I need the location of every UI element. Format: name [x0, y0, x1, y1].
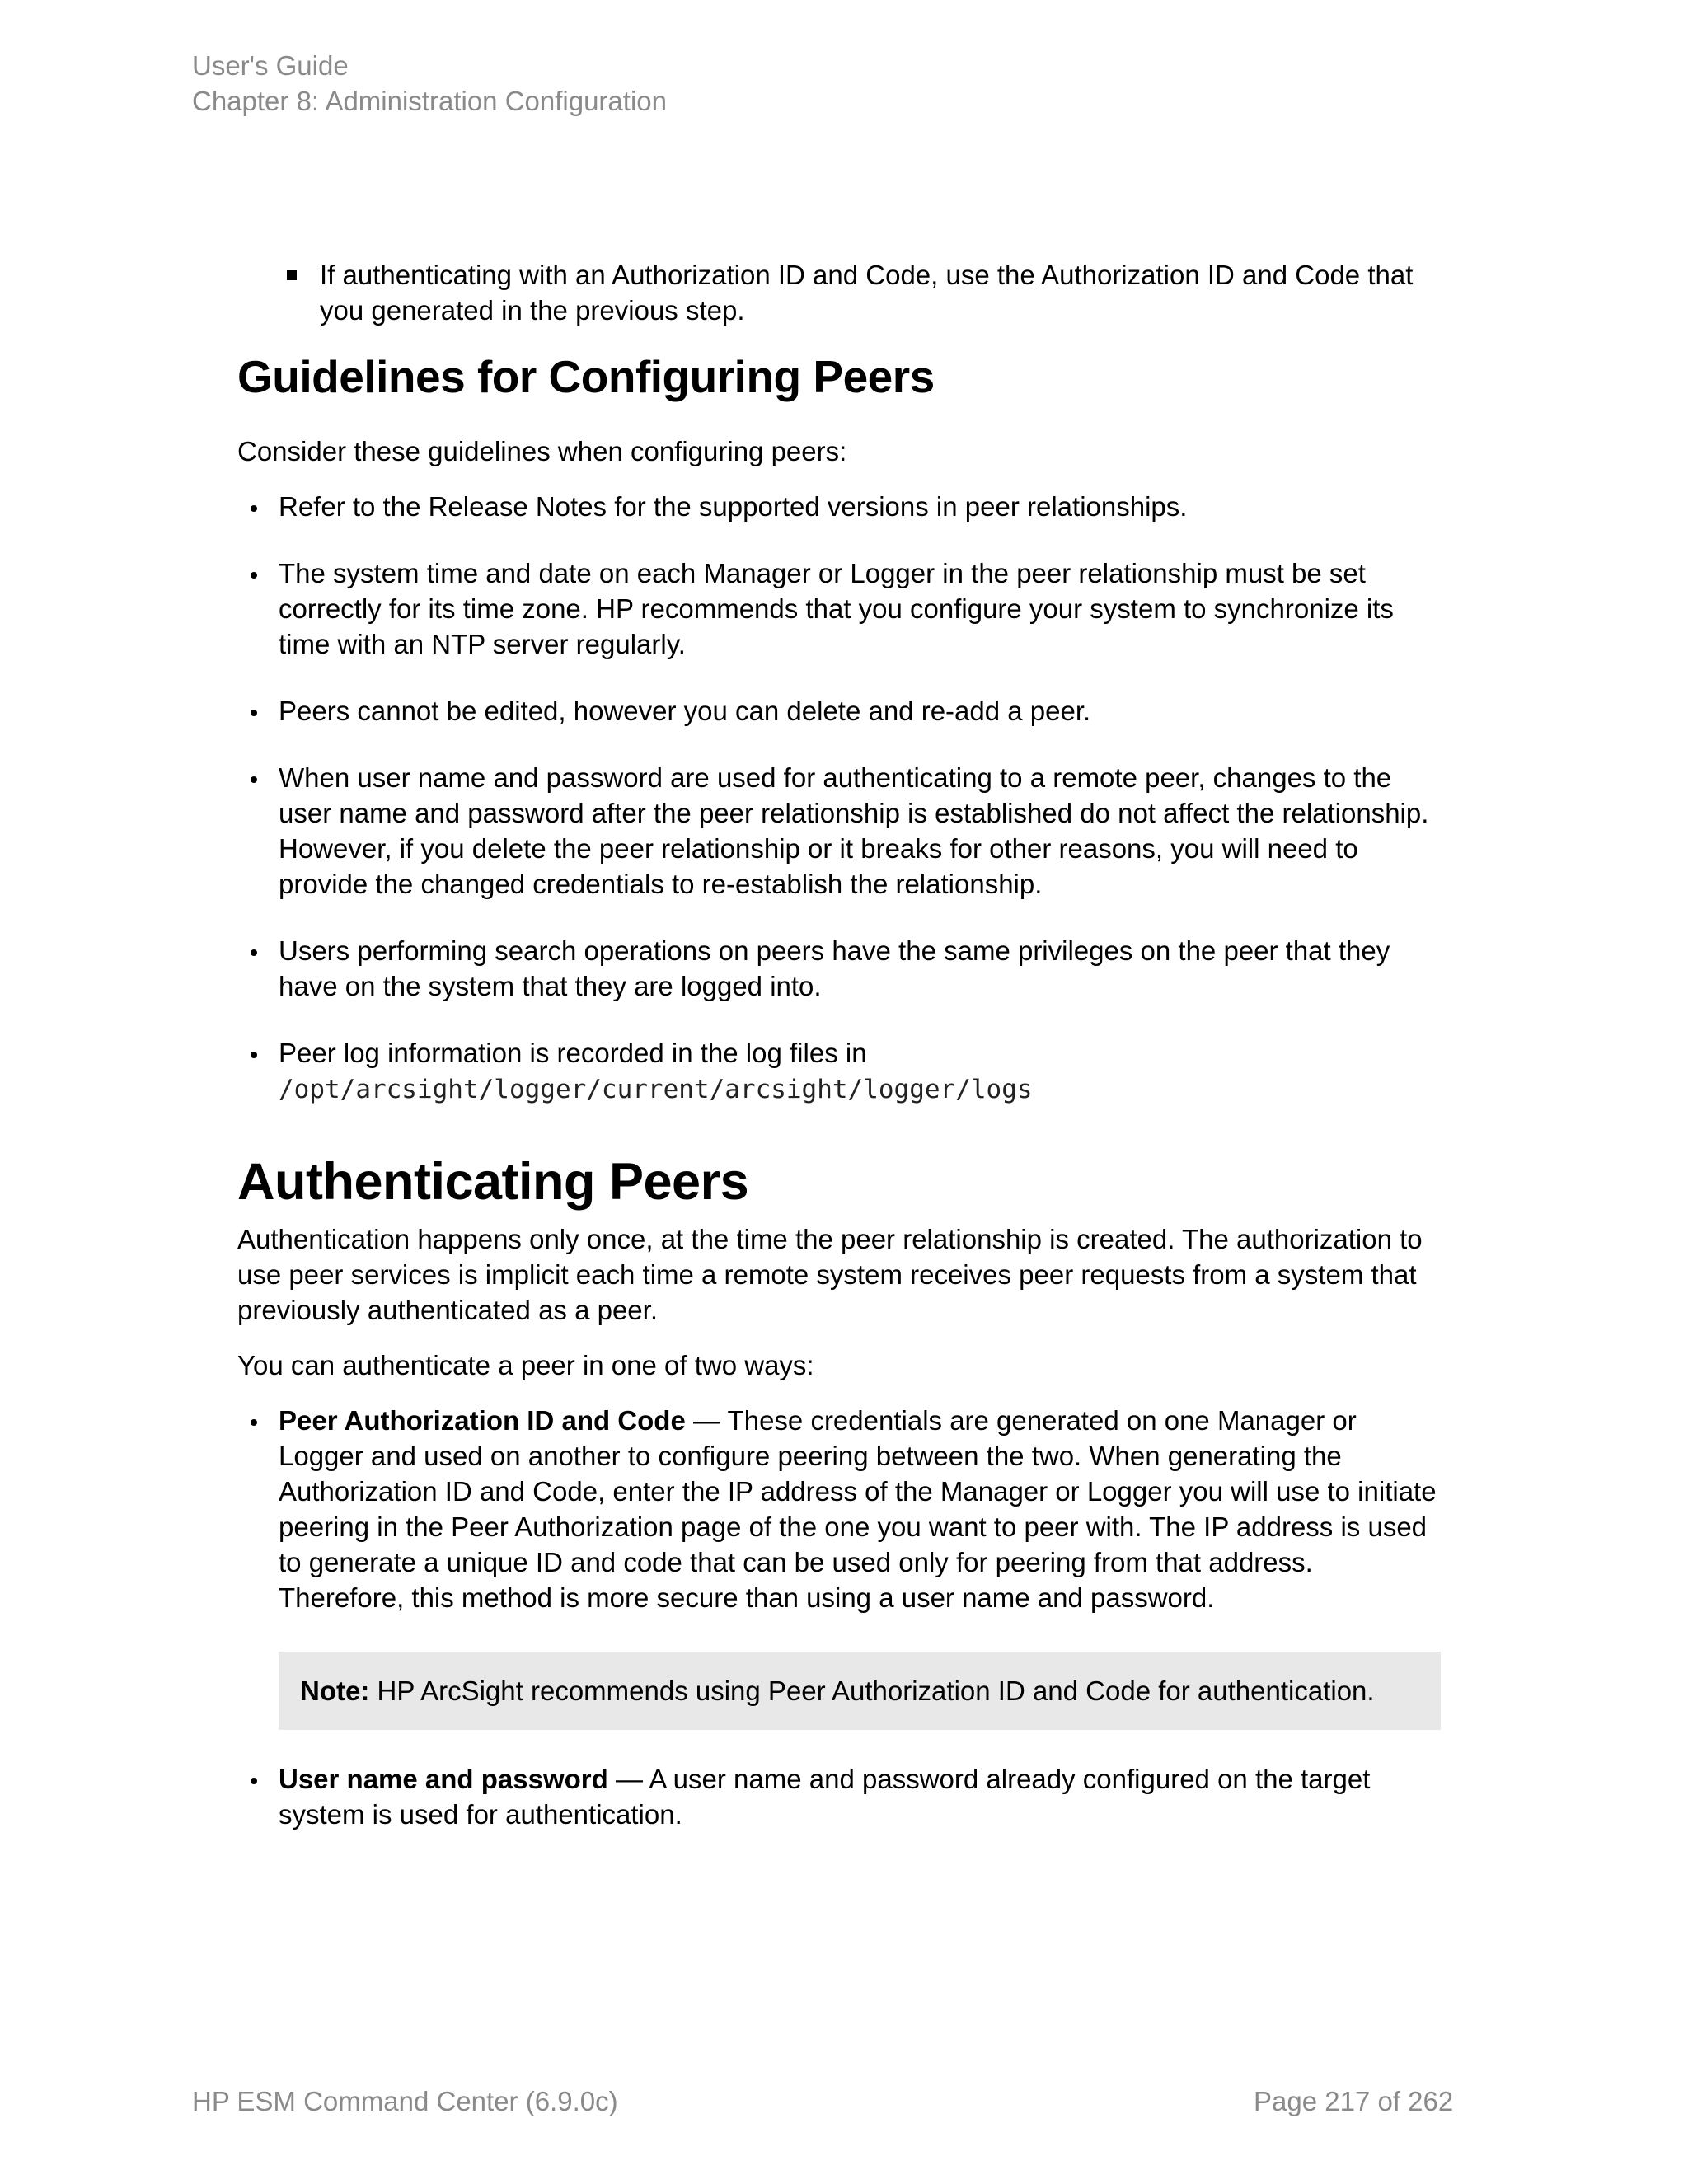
bullet-icon [251, 776, 257, 783]
section-heading-guidelines: Guidelines for Configuring Peers [237, 351, 935, 402]
method-label: Peer Authorization ID and Code [279, 1405, 686, 1436]
method-text: — These credentials are generated on one Manager or Logger and used on another to configure peering between the two. When generating the Authorization ID and Code, enter the IP address of the Manager or Logger you will use to initiate peering in the Peer Authorization page of the one you want to peer with. The IP address is used to generate a unique ID and code that can be used only for peering from that address. Therefore, this method is more secure than using a user name and password. [279, 1405, 1437, 1613]
section-heading-authenticating: Authenticating Peers [237, 1153, 749, 1211]
list-item: When user name and password are used for authenticating to a remote peer, changes to the user name and password after the peer relationship is established do not affect the relationship. However, if you delete the peer relationship or it breaks for other reasons, you will need to provide the changed credentials to re-establish the relationship. [237, 760, 1441, 902]
list-item: The system time and date on each Manager or Logger in the peer relationship must be set correctly for its time zone. HP recommends that you configure your system to synchronize its time with an NTP server regularly. [237, 555, 1441, 662]
bullet-icon [251, 1052, 257, 1058]
list-item: Users performing search operations on peers have the same privileges on the peer that they have on the system that they are logged into. [237, 933, 1441, 1004]
footer-page-number: Page 217 of 262 [1254, 2086, 1454, 2116]
guidelines-list [237, 489, 1441, 1108]
bullet-icon [251, 710, 257, 716]
note-text: HP ArcSight recommends using Peer Authorization ID and Code for authentication. [369, 1675, 1375, 1706]
list-item [237, 1761, 1441, 1832]
bullet-icon [251, 505, 257, 512]
page-content [237, 257, 1441, 1863]
bullet-icon [251, 1778, 257, 1784]
log-item-text: Peer log information is recorded in the log files in [279, 1038, 867, 1068]
list-item [237, 1403, 1441, 1730]
header-chapter: Chapter 8: Administration Configuration [192, 86, 667, 116]
page-header [192, 48, 667, 119]
method-text: — A user name and password already configured on the target system is used for authentication. [279, 1764, 1371, 1830]
lead-item-text: If authenticating with an Authorization ID and Code, use the Authorization ID and Code that you generated in the previous step. [320, 260, 1414, 326]
square-bullet-icon [287, 270, 297, 280]
note-box [279, 1652, 1441, 1730]
note-label: Note: [300, 1675, 370, 1706]
header-doc-title: User's Guide [192, 50, 349, 81]
bullet-icon [251, 1419, 257, 1426]
footer-product: HP ESM Command Center (6.9.0c) [192, 2086, 618, 2116]
auth-para-2: You can authenticate a peer in one of two ways: [237, 1350, 814, 1380]
list-item: Peers cannot be edited, however you can delete and re-add a peer. [237, 693, 1441, 729]
bullet-icon [251, 949, 257, 956]
log-path: /opt/arcsight/logger/current/arcsight/logger/logs [279, 1075, 1033, 1104]
list-item [237, 257, 1441, 328]
list-item [237, 1035, 1441, 1108]
auth-para-1: Authentication happens only once, at the time the peer relationship is created. The authorization to use peer services is implicit each time a remote system receives peer requests from a system that previously authenticated as a peer. [237, 1224, 1423, 1325]
section-auth [237, 1149, 1441, 1832]
list-item: Refer to the Release Notes for the supported versions in peer relationships. [237, 489, 1441, 524]
guidelines-intro: Consider these guidelines when configuring peers: [237, 436, 847, 466]
bullet-icon [251, 572, 257, 579]
auth-methods-list [237, 1403, 1441, 1832]
method-label: User name and password [279, 1764, 608, 1794]
